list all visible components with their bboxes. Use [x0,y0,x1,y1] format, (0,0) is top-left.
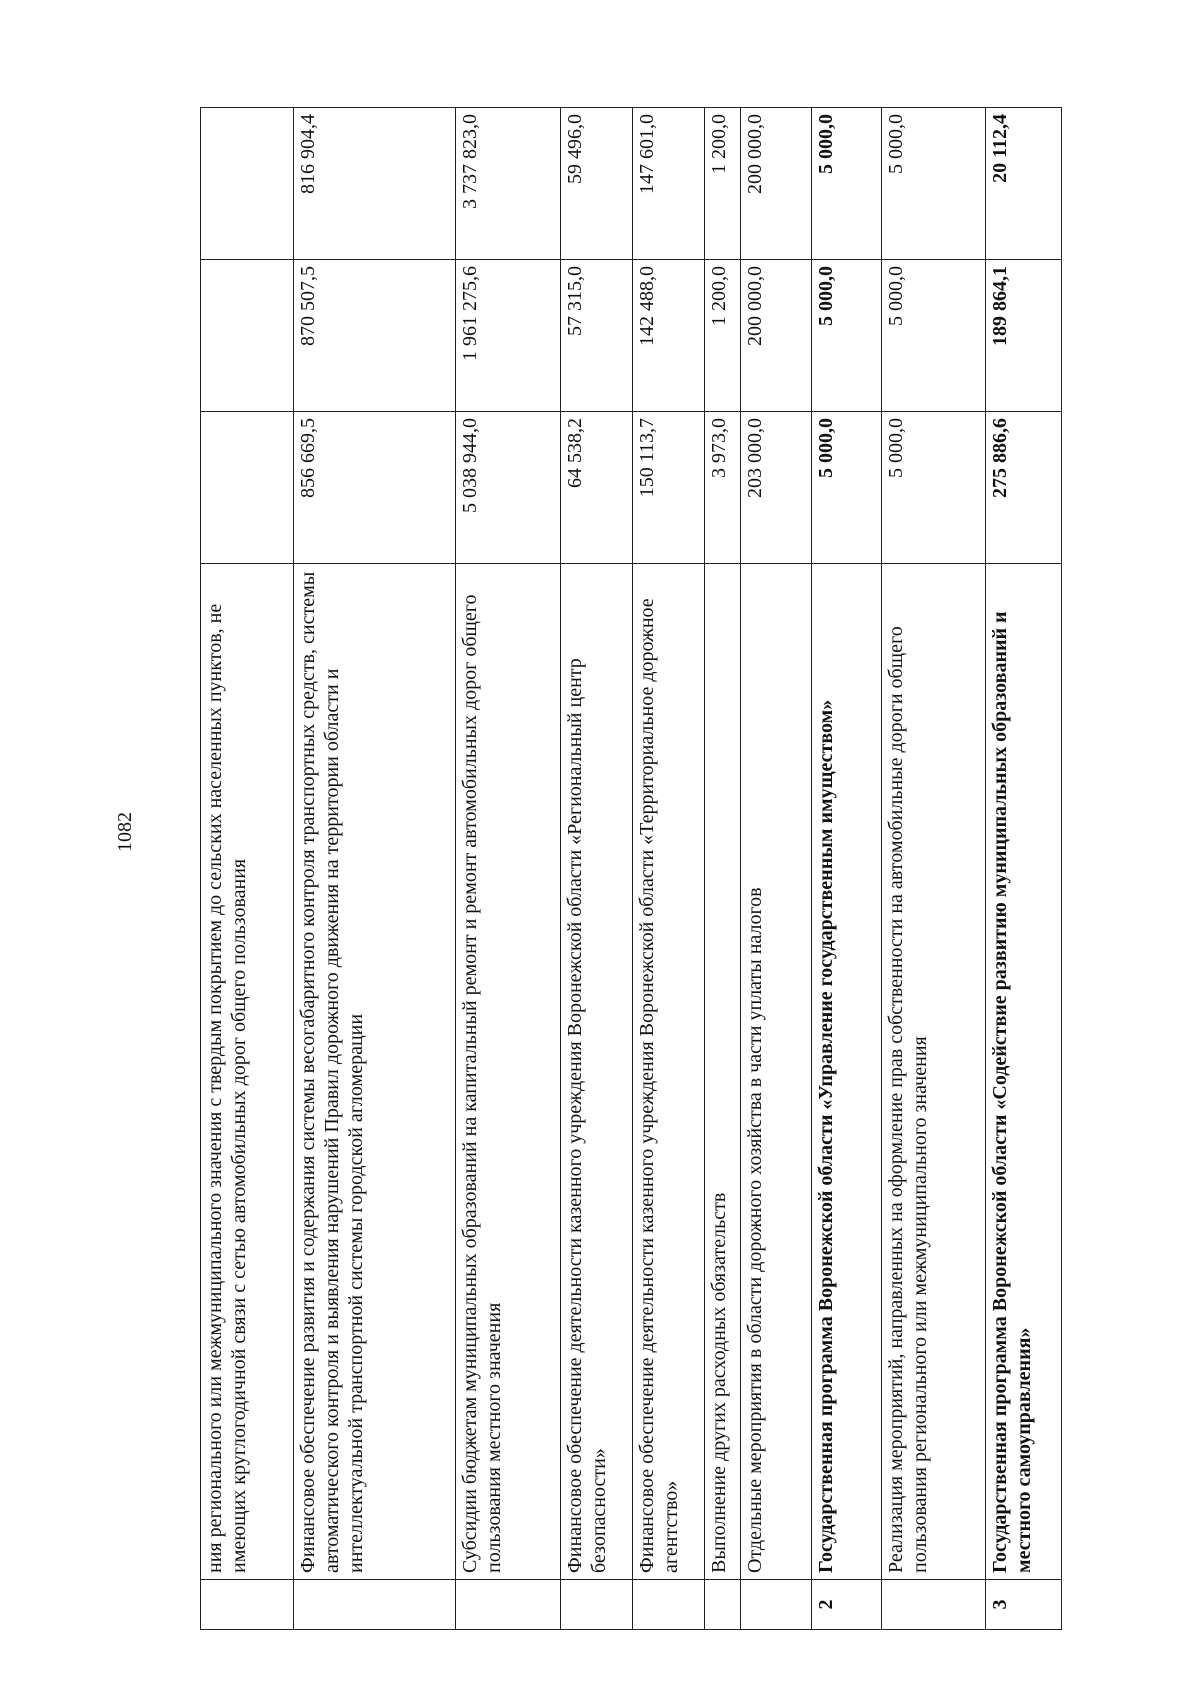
row-value-3 [201,108,294,260]
row-index [882,1580,986,1630]
row-index [632,1580,704,1630]
table-row [741,108,812,1630]
table-row [456,108,561,1630]
row-name: Финансовое обеспечение деятельности казенного учреждения Воронежской области «Региональный центр безопасности» [561,564,632,1580]
row-name: Реализация мероприятий, направленных на оформление прав собственности на автомобильные дороги общего пользования регионального или межмуниципального значения [882,564,986,1580]
table-row [293,108,456,1630]
row-value-1: 150 113,7 [632,412,704,564]
row-name: Государственная программа Воронежской области «Управление государственным имуществом» [812,564,882,1580]
row-value-1: 3 973,0 [704,412,740,564]
row-name: Субсидии бюджетам муниципальных образований на капитальный ремонт и ремонт автомобильных дорог общего пользования местного значения [456,564,561,1580]
row-value-3: 147 601,0 [632,108,704,260]
row-value-1: 203 000,0 [741,412,812,564]
table-row [201,108,294,1630]
row-value-1: 64 538,2 [561,412,632,564]
row-value-2 [201,260,294,412]
row-name: Финансовое обеспечение деятельности казенного учреждения Воронежской области «Территориальное дорожное агентство» [632,564,704,1580]
table-row [986,108,1062,1630]
row-value-1: 5 038 944,0 [456,412,561,564]
row-name: ния регионального или межмуниципального значения с твердым покрытием до сельских населенных пунктов, не имеющих круглогодичной связи с сетью автомобильных дорог общего пользования [201,564,294,1580]
row-value-3: 20 112,4 [986,108,1062,260]
table-row [561,108,632,1630]
row-value-3: 816 904,4 [293,108,456,260]
row-name: Выполнение других расходных обязательств [704,564,740,1580]
row-value-2: 1 961 275,6 [456,260,561,412]
row-index [741,1580,812,1630]
row-name: Государственная программа Воронежской области «Содействие развитию муниципальных образований и местного самоуправления» [986,564,1062,1580]
row-index [561,1580,632,1630]
row-value-3: 3 737 823,0 [456,108,561,260]
row-value-2: 57 315,0 [561,260,632,412]
row-index: 3 [986,1580,1062,1630]
row-value-1: 5 000,0 [812,412,882,564]
table-row [704,108,740,1630]
row-value-2: 5 000,0 [882,260,986,412]
budget-table [200,107,1062,1630]
budget-table-body [201,108,1062,1630]
row-index [201,1580,294,1630]
row-name: Отдельные мероприятия в области дорожного хозяйства в части уплаты налогов [741,564,812,1580]
row-name: Финансовое обеспечение развития и содержания системы весогабаритного контроля транспортных средств, системы автоматического контроля и выявления нарушений Правил дорожного движения на территории области и интеллектуальной транспортной системы городской агломерации [293,564,456,1580]
table-row [812,108,882,1630]
row-value-2: 870 507,5 [293,260,456,412]
row-value-3: 59 496,0 [561,108,632,260]
row-value-3: 1 200,0 [704,108,740,260]
row-value-2: 5 000,0 [812,260,882,412]
table-row [882,108,986,1630]
row-value-2: 189 864,1 [986,260,1062,412]
row-value-2: 142 488,0 [632,260,704,412]
row-value-1: 5 000,0 [882,412,986,564]
row-index: 2 [812,1580,882,1630]
row-value-3: 200 000,0 [741,108,812,260]
row-value-3: 5 000,0 [882,108,986,260]
row-value-1: 275 886,6 [986,412,1062,564]
row-value-3: 5 000,0 [812,108,882,260]
row-index [293,1580,456,1630]
row-value-1: 856 669,5 [293,412,456,564]
row-index [704,1580,740,1630]
row-value-2: 1 200,0 [704,260,740,412]
rotated-table-container [200,108,1062,1630]
page-number: 1082 [114,812,136,852]
table-row [632,108,704,1630]
row-index [456,1580,561,1630]
row-value-2: 200 000,0 [741,260,812,412]
row-value-1 [201,412,294,564]
